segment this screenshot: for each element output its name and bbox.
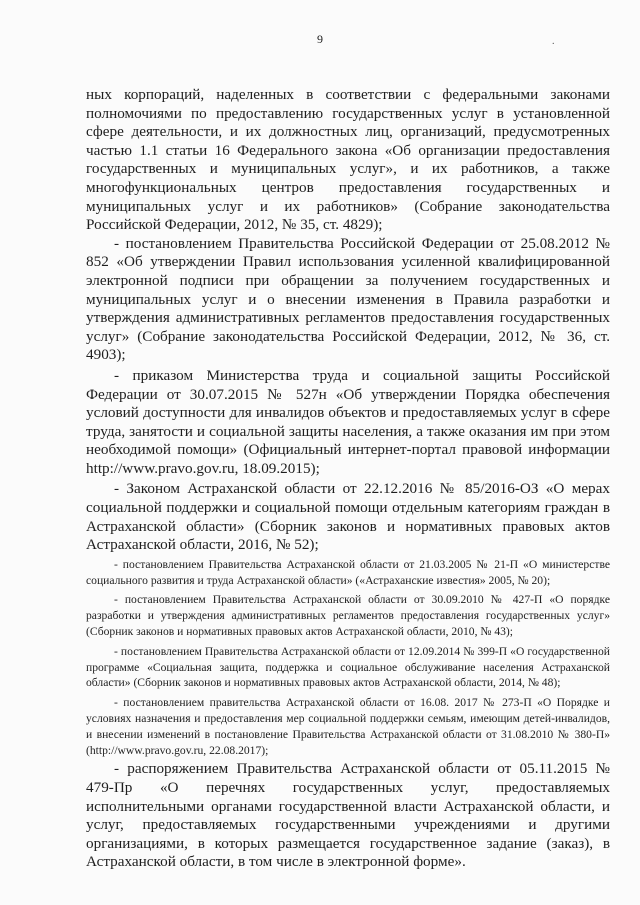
document-body (86, 86, 610, 872)
paragraph-decree-399p: - постановлением Правительства Астраханской области от 12.09.2014 № 399-П «О государственной программе «Социальная защита, поддержка и социальное обслуживание населения Астраханской области» (Сборник законов и нормативных правовых актов Астраханской области, 2014, № 48); (86, 644, 610, 690)
paragraph-decree-21p: - постановлением Правительства Астраханской области от 21.03.2005 № 21-П «О министерстве социального развития и труда Астраханской области» («Астраханские известия» 2005, № 20); (86, 557, 610, 587)
corner-mark: . (552, 36, 555, 47)
paragraph-law-85-2016: - Законом Астраханской области от 22.12.2016 № 85/2016-ОЗ «О мерах социальной поддержки и социальной помощи отдельным категориям граждан в Астраханской области» (Сборник законов и нормативных правовых актов Астраханской области, 2016, № 52); (86, 480, 610, 554)
paragraph-order-479pr: - распоряжением Правительства Астраханской области от 05.11.2015 № 479-Пр «О перечнях государственных услуг, предоставляемых исполнительными органами государственной власти Астраханской области, и услуг, предоставляемых государственными учреждениями и другими организациями, в которых размещается государственное задание (заказ), в Астраханской области, в том числе в электронной форме». (86, 760, 610, 871)
paragraph-decree-427p: - постановлением Правительства Астраханской области от 30.09.2010 № 427-П «О порядке разработки и утверждения административных регламентов предоставления государственных услуг» (Сборник законов и нормативных правовых актов Астраханской области, 2010, № 43); (86, 593, 610, 639)
paragraph-decree-852: - постановлением Правительства Российской Федерации от 25.08.2012 № 852 «Об утверждении Правил использования усиленной квалифицированной электронной подписи при обращении за получением государственных и муниципальных услуг и о внесении изменения в Правила разработки и утверждения административных регламентов предоставления государственных услуг» (Собрание законодательства Российской Федерации, 2012, № 36, ст. 4903); (86, 234, 610, 364)
page-number: 9 (317, 32, 323, 46)
paragraph-continuation: ных корпораций, наделенных в соответствии с федеральными законами полномочиями по предоставлению государственных услуг в установленной сфере деятельности, и их должностных лиц, организаций, предусмотренных частью 1.1 статьи 16 Федерального закона «Об организации предоставления государственных и муниципальных услуг», и их работников, а также многофункциональных центров предоставления государственных и муниципальных услуг и их работников» (Собрание законодательства Российской Федерации, 2012, № 35, ст. 4829); (86, 86, 610, 234)
paragraph-decree-273p: - постановлением правительства Астраханской области от 16.08. 2017 № 273-П «О Порядке и условиях назначения и предоставления мер социальной поддержки семьям, имеющим детей-инвалидов, и внесении изменений в постановление Правительства Астраханской области от 31.08.2010 № 380-П» (http://www.pravo.gov.ru, 22.08.2017); (86, 696, 610, 757)
paragraph-order-527n: - приказом Министерства труда и социальной защиты Российской Федерации от 30.07.2015 № 527н «Об утверждении Порядка обеспечения условий доступности для инвалидов объектов и предоставляемых услуг в сфере труда, занятости и социальной защиты населения, а также оказания им при этом необходимой помощи» (Официальный интернет-портал правовой информации http://www.pravo.gov.ru, 18.09.2015); (86, 366, 610, 477)
